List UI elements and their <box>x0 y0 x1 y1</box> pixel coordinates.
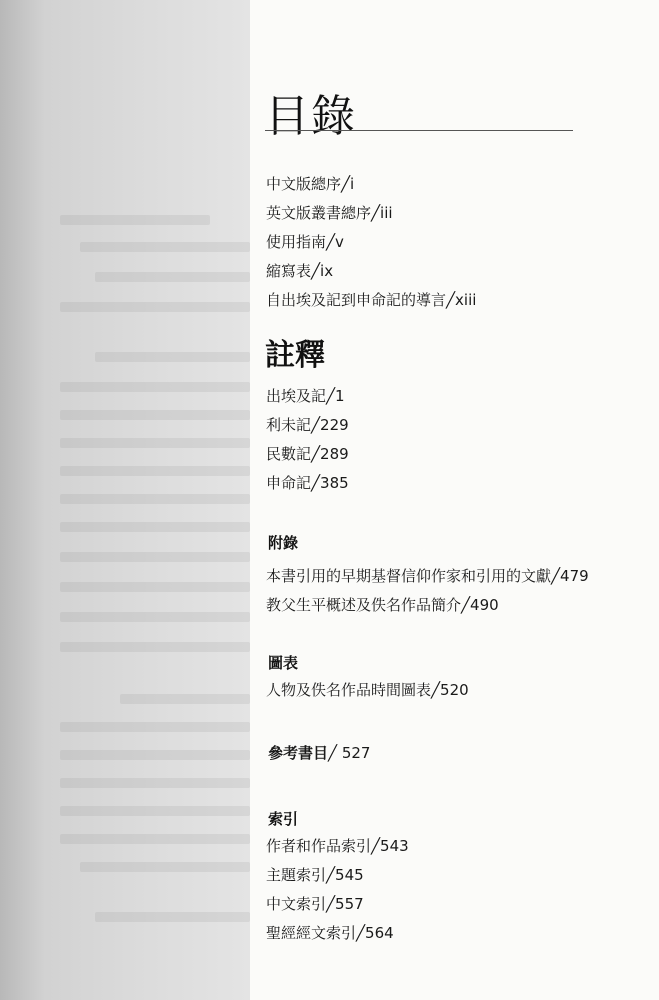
charts-list <box>266 676 469 705</box>
bibliography-page: ╱ 527 <box>328 744 371 762</box>
toc-entry[interactable]: 作者和作品索引╱543 <box>266 837 409 855</box>
title-divider <box>265 130 573 131</box>
toc-entry[interactable]: 聖經經文索引╱564 <box>266 924 394 942</box>
bibliography-heading: 參考書目 <box>268 744 329 762</box>
toc-entry[interactable]: 民數記╱289 <box>266 445 349 463</box>
commentary-heading: 註釋 <box>265 338 325 373</box>
toc-entry[interactable]: 使用指南╱v <box>266 233 344 251</box>
page-title: 目錄 <box>265 91 357 142</box>
charts-heading: 圖表 <box>268 654 299 672</box>
toc-entry[interactable]: 中文版總序╱i <box>266 175 355 193</box>
toc-entry[interactable]: 人物及佚名作品時間圖表╱520 <box>266 681 469 699</box>
index-heading: 索引 <box>268 810 299 828</box>
index-list <box>266 832 409 948</box>
appendix-heading: 附錄 <box>268 534 299 552</box>
bibliography-entry[interactable] <box>268 742 370 763</box>
toc-entry[interactable]: 本書引用的早期基督信仰作家和引用的文獻╱479 <box>266 567 589 585</box>
toc-entry[interactable]: 主題索引╱545 <box>266 866 364 884</box>
commentary-list <box>266 382 349 498</box>
appendix-list <box>266 562 589 620</box>
bleed-through-panel <box>0 0 250 1000</box>
toc-entry[interactable]: 縮寫表╱ix <box>266 262 334 280</box>
front-matter-list <box>266 170 476 315</box>
toc-entry[interactable]: 申命記╱385 <box>266 474 349 492</box>
toc-entry[interactable]: 教父生平概述及佚名作品簡介╱490 <box>266 596 499 614</box>
toc-entry[interactable]: 中文索引╱557 <box>266 895 364 913</box>
toc-entry[interactable]: 自出埃及記到申命記的導言╱xiii <box>266 291 477 309</box>
toc-entry[interactable]: 出埃及記╱1 <box>266 387 345 405</box>
toc-entry[interactable]: 英文版叢書總序╱iii <box>266 204 393 222</box>
toc-entry[interactable]: 利未記╱229 <box>266 416 349 434</box>
